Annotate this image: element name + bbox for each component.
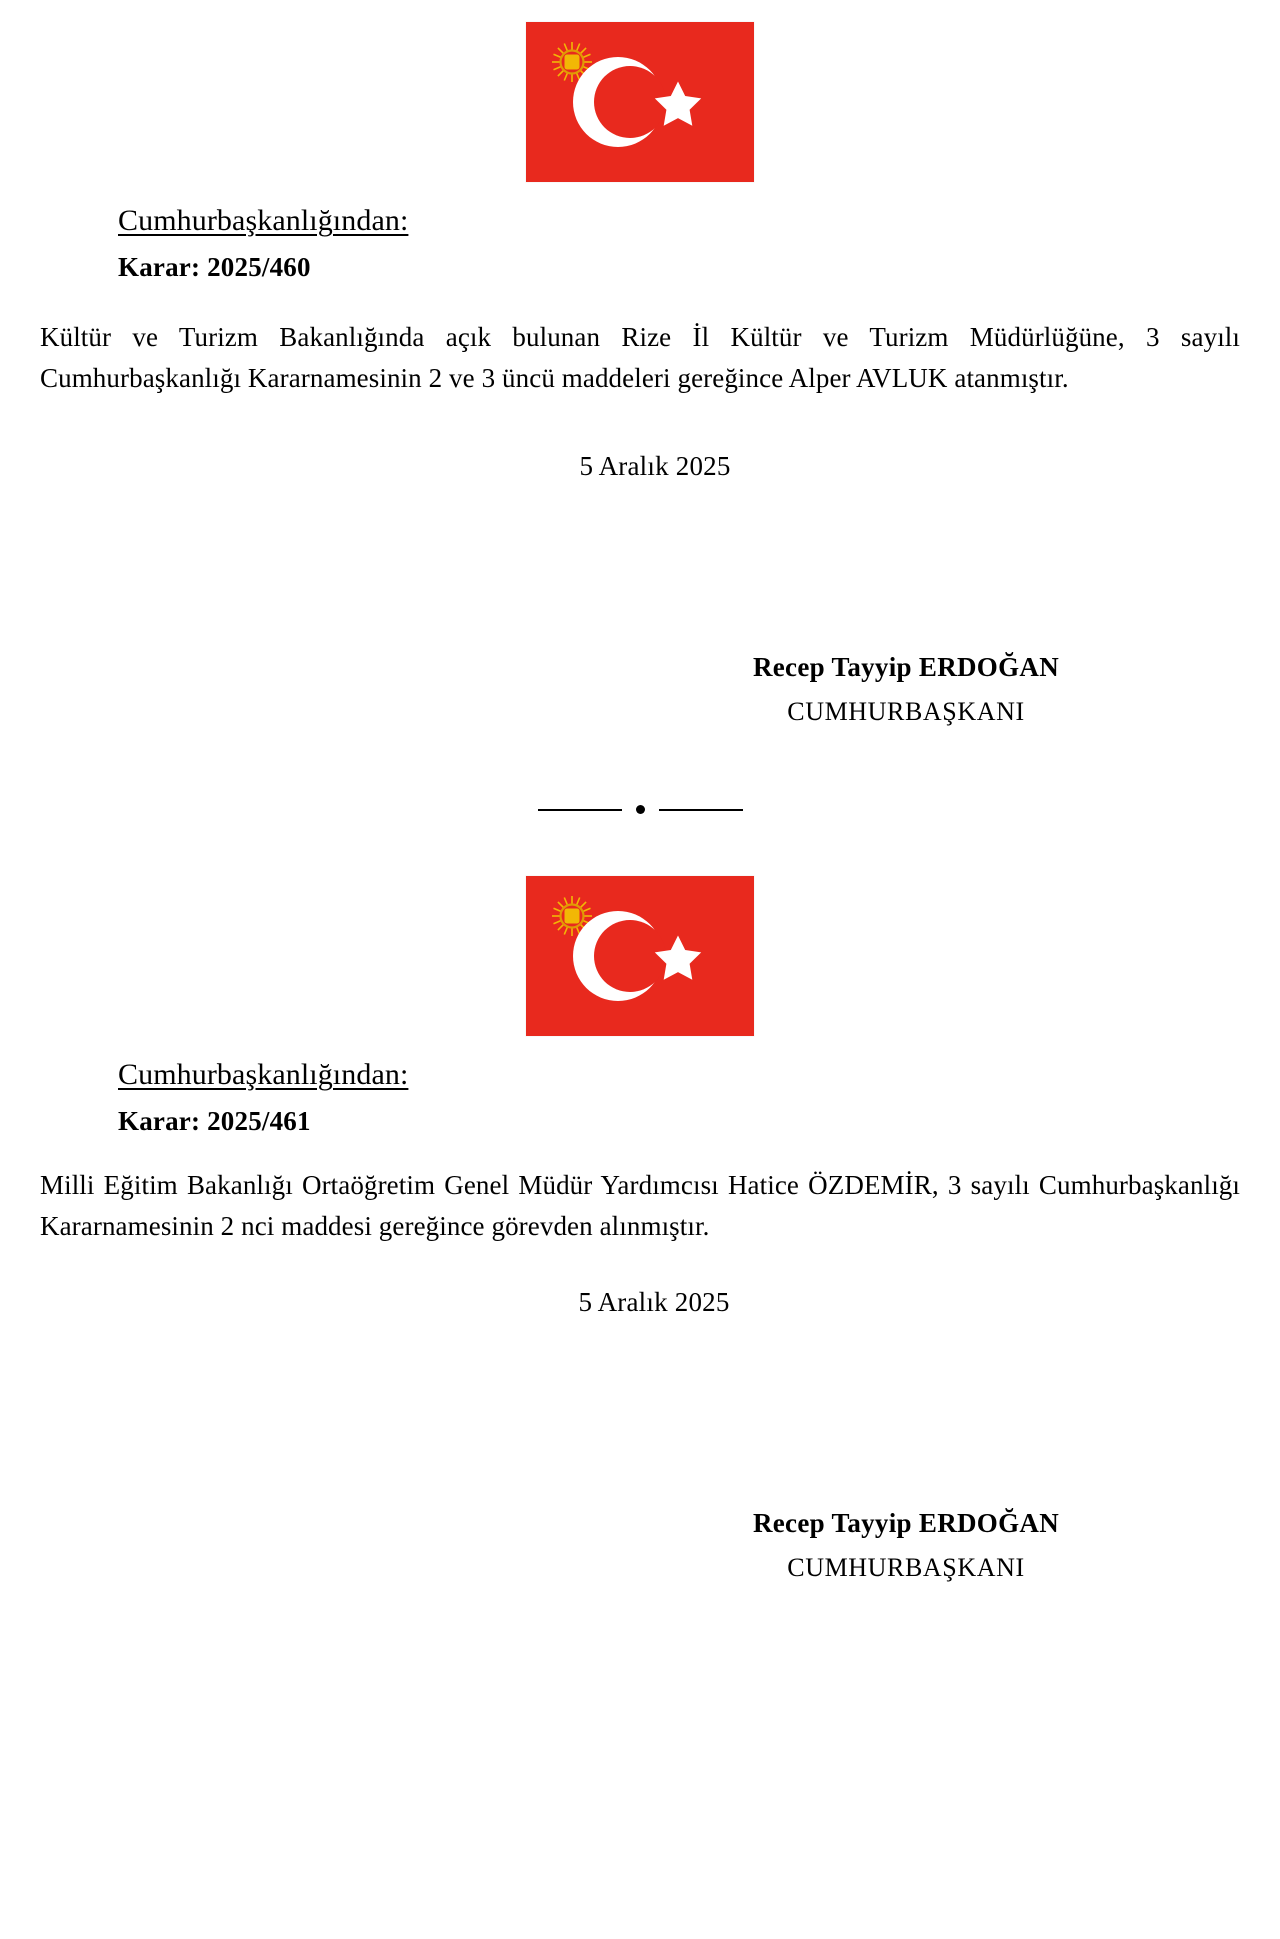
ornament-rule-left <box>538 809 622 811</box>
ornament-rule-right <box>659 809 743 811</box>
signature-name: Recep Tayyip ERDOĞAN <box>752 1508 1060 1539</box>
decision-body-1: Kültür ve Turizm Bakanlığında açık bulunan Rize İl Kültür ve Turizm Müdürlüğüne, 3 sayılı Cumhurbaşkanlığı Kararnamesinin 2 ve 3 üncü maddeleri gereğince Alper AVLUK atanmıştır. <box>40 322 1240 394</box>
signature-title: CUMHURBAŞKANI <box>787 1553 1025 1583</box>
decision-body-2: Milli Eğitim Bakanlığı Ortaöğretim Genel Müdür Yardımcısı Hatice ÖZDEMİR, 3 sayılı Cumhurbaşkanlığı Kararnamesinin 2 nci maddesi gereğince görevden alınmıştır. <box>40 1170 1240 1242</box>
signature-title: CUMHURBAŞKANI <box>787 697 1025 727</box>
decision-block-1 <box>0 0 1280 727</box>
signature-block-1 <box>0 652 1280 727</box>
decision-block-2 <box>0 814 1280 1583</box>
decision-date-2: 5 Aralık 2025 <box>578 1287 730 1318</box>
issuer-label: Cumhurbaşkanlığından: <box>118 204 409 237</box>
dash-dot-dash-ornament <box>0 805 1280 814</box>
turkish-flag-icon <box>526 22 754 182</box>
karar-label: Karar: 2025/461 <box>118 1106 311 1137</box>
karar-label: Karar: 2025/460 <box>118 252 311 282</box>
issuer-heading-2 <box>0 1058 1280 1092</box>
karar-number-2 <box>0 1106 1280 1137</box>
signature-name: Recep Tayyip ERDOĞAN <box>752 652 1060 683</box>
ornament-dot <box>636 805 645 814</box>
flag-container-1 <box>0 0 1280 182</box>
turkish-flag-icon <box>526 876 754 1036</box>
issuer-label: Cumhurbaşkanlığından: <box>118 1058 409 1092</box>
signature-block-2 <box>0 1508 1280 1583</box>
flag-container-2 <box>0 814 1280 1036</box>
decision-date-1: 5 Aralık 2025 <box>579 451 731 482</box>
karar-number-1 <box>0 252 1280 283</box>
issuer-heading-1 <box>0 204 1280 238</box>
